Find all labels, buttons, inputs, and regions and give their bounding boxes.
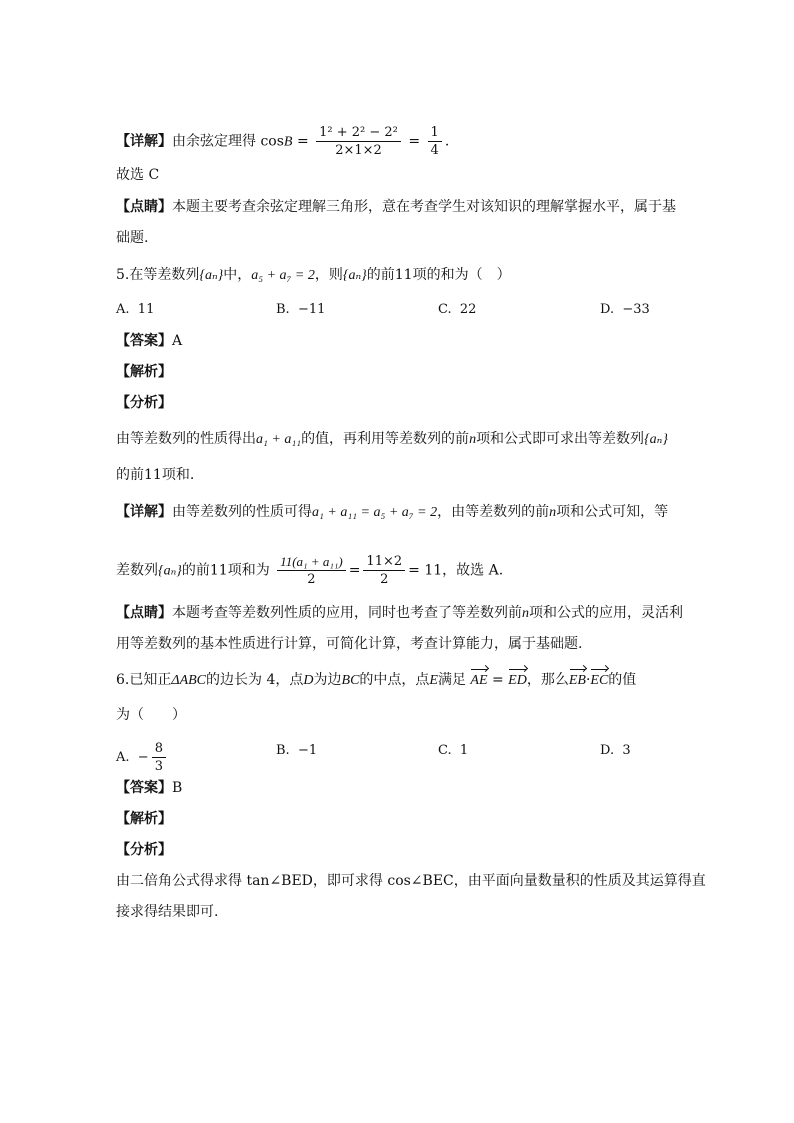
q5-point-line-2: 用等差数列的基本性质进行计算，可简化计算，考查计算能力，属于基础题. <box>116 636 583 652</box>
q5-fenxi-label: 【分析】 <box>116 395 172 411</box>
q5-detail-line-1: 【详解】由等差数列的性质可得a₁ + a₁₁ = a₅ + a₇ = 2，由等差数列的前n项和公式可知，等 <box>116 504 669 520</box>
cosine-fraction: $\frac{\text{1² + 2² − 2²}}{2\times 1\times 2}$ <box>316 124 401 159</box>
q5-option-d[interactable]: D. −33 <box>600 302 650 317</box>
q6-answer: 【答案】B <box>116 780 183 796</box>
fraction-8-3: $\frac{8}{3}$ <box>152 740 166 775</box>
q6-option-d[interactable]: D. 3 <box>600 743 631 758</box>
prev-detail-line: 【详解】由余弦定理得 cosB = $\frac{\text{1² + 2² − 2²}}{2\times 1\times 2}$ = $\frac{1}{4}$ . <box>116 125 450 158</box>
prev-point-line-1: 【点睛】本题主要考查余弦定理解三角形，意在考查学生对该知识的理解掌握水平，属于基 <box>116 199 676 215</box>
detail-label: 【详解】 <box>116 133 172 150</box>
q6-fenxi-line-2: 接求得结果即可. <box>116 904 219 920</box>
q5-option-c[interactable]: C. 22 <box>438 302 477 317</box>
q6-option-c[interactable]: C. 1 <box>438 743 469 758</box>
sum-fraction-2: $\frac{11\times 2}{2}$ <box>363 553 405 588</box>
q5-option-b[interactable]: B. −11 <box>276 302 326 317</box>
q5-stem: 5.在等差数列{aₙ}中，a₅ + a₇ = 2，则{aₙ}的前11项的和为（ ） <box>116 267 511 283</box>
vector-ed: ED <box>508 671 527 691</box>
q5-analysis-label: 【解析】 <box>116 364 172 380</box>
vector-eb: EB <box>569 671 586 691</box>
result-fraction: $\frac{1}{4}$ <box>428 124 442 159</box>
q6-analysis-label: 【解析】 <box>116 811 172 827</box>
q6-fenxi-label: 【分析】 <box>116 842 172 858</box>
q5-option-a[interactable]: A. 11 <box>116 302 155 317</box>
vector-ae: AE <box>470 671 487 691</box>
vector-ec: EC <box>590 671 608 691</box>
q6-fenxi-line-1: 由二倍角公式得求得 tan∠BED，即可求得 cos∠BEC，由平面向量数量积的性质及其运算得直 <box>116 873 706 889</box>
prev-conclusion: 故选 C <box>116 167 160 183</box>
q5-fenxi-line-2: 的前11项和. <box>116 467 195 483</box>
q5-point-line-1: 【点睛】本题考查等差数列性质的应用，同时也考查了等差数列前n项和公式的应用，灵活利 <box>116 605 683 621</box>
angle-b: B <box>283 134 293 150</box>
prev-point-line-2: 础题. <box>116 230 149 246</box>
q6-option-b[interactable]: B. −1 <box>276 743 318 758</box>
q5-fenxi-line-1: 由等差数列的性质得出a₁ + a₁₁的值，再利用等差数列的前n项和公式即可求出等差数列{aₙ} <box>116 431 668 447</box>
cos-text: cos <box>260 133 284 150</box>
q6-stem-line-1: 6.已知正ΔABC的边长为 4，点D为边BC的中点，点E满足 AE = ED，那么EB·EC的值 <box>116 670 636 691</box>
sum-fraction: $\frac{\text{11(a₁ + a₁₁)}}{2}$ <box>277 553 346 588</box>
q6-stem-line-2: 为（ ） <box>116 707 186 723</box>
q5-answer: 【答案】A <box>116 333 183 349</box>
q6-option-a[interactable]: A. − $\frac{8}{3}$ <box>116 740 169 775</box>
detail-text: 由余弦定理得 <box>172 133 256 150</box>
q5-detail-line-2: 差数列{aₙ}的前11项和为 $\frac{\text{11(a₁ + a₁₁)}}{2}$ = $\frac{11\times 2}{2}$ = 11，故选 A. <box>116 554 504 587</box>
